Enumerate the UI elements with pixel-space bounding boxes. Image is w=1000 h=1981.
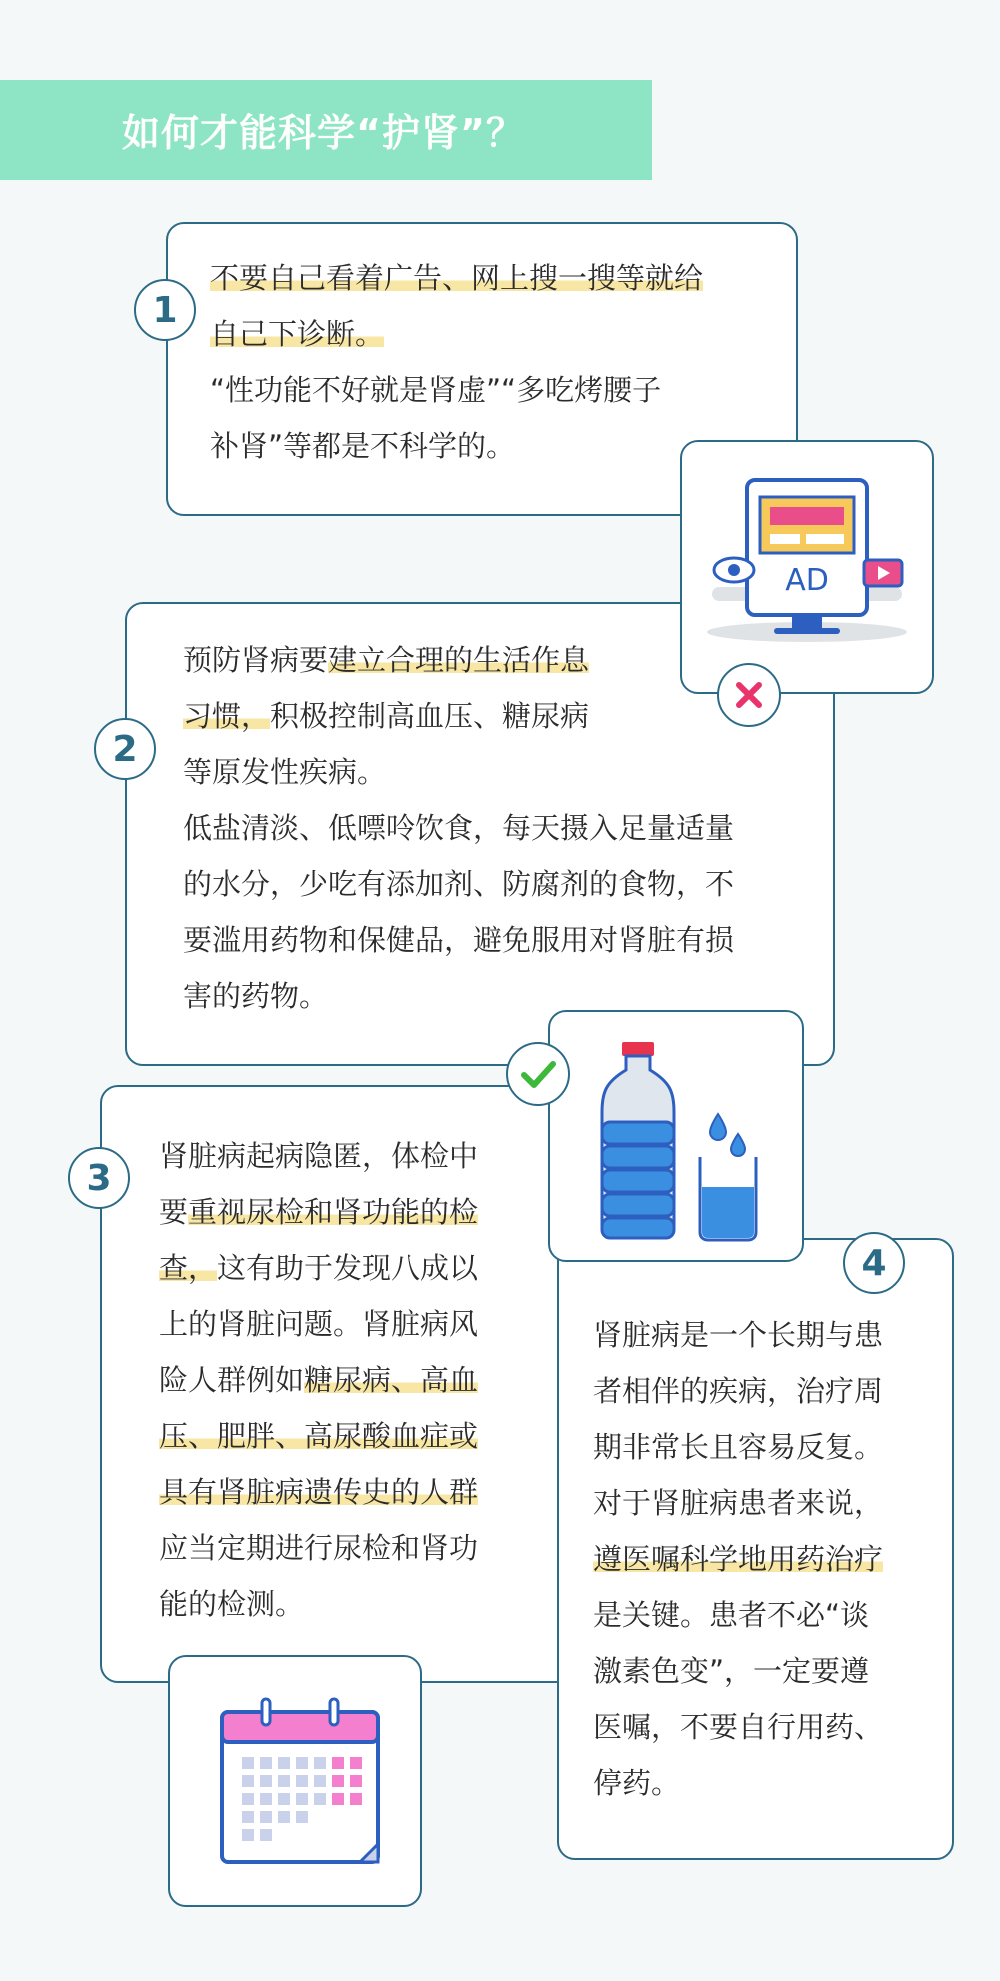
- text-line: [159, 1184, 478, 1240]
- text-line: [593, 1643, 883, 1699]
- text-segment: 要滥用药物和保健品，避免服用对肾脏有损: [183, 923, 735, 957]
- text-line: [593, 1363, 883, 1419]
- text-line: [593, 1755, 883, 1811]
- text-segment: 应当定期进行尿检和肾功: [159, 1531, 479, 1565]
- svg-text:AD: AD: [785, 563, 829, 598]
- number-badge-1: 1: [134, 279, 196, 341]
- text-segment: 上的肾脏问题。肾脏病风: [159, 1307, 479, 1341]
- text-segment: “性功能不好就是肾虚”“多吃烤腰子: [210, 373, 662, 407]
- text-line: [183, 688, 734, 744]
- text-segment: 医嘱，不要自行用药、: [593, 1710, 884, 1744]
- text-line: [159, 1352, 478, 1408]
- right-mark: [506, 1042, 570, 1106]
- text-line: [593, 1699, 883, 1755]
- text-segment: 要: [159, 1195, 189, 1229]
- text-line: [593, 1419, 883, 1475]
- text-line: [593, 1475, 883, 1531]
- text-segment: 肾脏病是一个长期与患: [593, 1318, 884, 1352]
- title-banner: [0, 80, 652, 180]
- text-segment: 肾脏病起病隐匿，体检中: [159, 1139, 479, 1173]
- highlighted-text: 糖尿病、高血: [304, 1363, 479, 1397]
- text-line: [183, 800, 734, 856]
- text-segment: 者相伴的疾病，治疗周: [593, 1374, 884, 1408]
- text-segment: 的水分，少吃有添加剂、防腐剂的食物，不: [183, 867, 735, 901]
- text-segment: 低盐清淡、低嘌呤饮食，每天摄入足量适量: [183, 811, 735, 845]
- text-line: [210, 306, 703, 362]
- text-segment: 等原发性疾病。: [183, 755, 387, 789]
- card-2-text: [183, 632, 734, 1024]
- highlighted-text: 习惯，: [183, 699, 271, 733]
- check-icon: [508, 1044, 568, 1104]
- text-line: [593, 1307, 883, 1363]
- water-illustration-card: [548, 1010, 804, 1262]
- text-segment: 险人群例如: [159, 1363, 305, 1397]
- text-line: [159, 1240, 478, 1296]
- text-segment: 害的药物。: [183, 979, 329, 1013]
- text-segment: 补肾”等都是不科学的。: [210, 429, 516, 463]
- text-line: [183, 912, 734, 968]
- text-line: [183, 744, 734, 800]
- text-line: [593, 1587, 883, 1643]
- number-badge-4: 4: [843, 1232, 905, 1294]
- calendar-icon: [170, 1657, 420, 1905]
- text-line: [159, 1520, 478, 1576]
- text-segment: 对于肾脏病患者来说，: [593, 1486, 884, 1520]
- highlighted-text: 建立合理的生活作息: [328, 643, 590, 677]
- text-segment: 预防肾病要: [183, 643, 329, 677]
- text-segment: 积极控制高血压、糖尿病: [270, 699, 590, 733]
- page-title: 如何才能科学“护肾”？: [122, 111, 525, 155]
- highlighted-text: 不要自己看着广告、网上搜一搜等就给: [210, 261, 704, 295]
- water-bottle-icon: [550, 1012, 802, 1260]
- ad-monitor-icon: [682, 442, 932, 692]
- text-line: [159, 1408, 478, 1464]
- text-segment: 激素色变”，一定要遵: [593, 1654, 870, 1688]
- number-badge-2: 2: [94, 718, 156, 780]
- card-3-text: [159, 1128, 478, 1632]
- calendar-illustration-card: [168, 1655, 422, 1907]
- text-line: [210, 250, 703, 306]
- text-segment: 是关键。患者不必“谈: [593, 1598, 870, 1632]
- highlighted-text: 重视尿检和肾功能的检: [188, 1195, 479, 1229]
- wrong-mark: [717, 663, 781, 727]
- highlighted-text: 自己下诊断。: [210, 317, 385, 351]
- card-4-text: [593, 1307, 883, 1811]
- text-line: [159, 1576, 478, 1632]
- text-line: [159, 1128, 478, 1184]
- text-line: [159, 1464, 478, 1520]
- text-segment: 停药。: [593, 1766, 681, 1800]
- text-line: [593, 1531, 883, 1587]
- text-segment: 能的检测。: [159, 1587, 305, 1621]
- cross-icon: [719, 665, 779, 725]
- highlighted-text: 遵医嘱科学地用药治疗: [593, 1542, 884, 1576]
- highlighted-text: 查，: [159, 1251, 218, 1285]
- text-segment: 这有助于发现八成以: [217, 1251, 479, 1285]
- text-segment: 期非常长且容易反复。: [593, 1430, 884, 1464]
- highlighted-text: 具有肾脏病遗传史的人群: [159, 1475, 479, 1509]
- text-line: [210, 362, 703, 418]
- text-line: [183, 632, 734, 688]
- text-line: [183, 856, 734, 912]
- card-1-text: [210, 250, 703, 474]
- highlighted-text: 压、肥胖、高尿酸血症或: [159, 1419, 479, 1453]
- text-line: [159, 1296, 478, 1352]
- ad-illustration-card: [680, 440, 934, 694]
- number-badge-3: 3: [68, 1147, 130, 1209]
- text-line: [210, 418, 703, 474]
